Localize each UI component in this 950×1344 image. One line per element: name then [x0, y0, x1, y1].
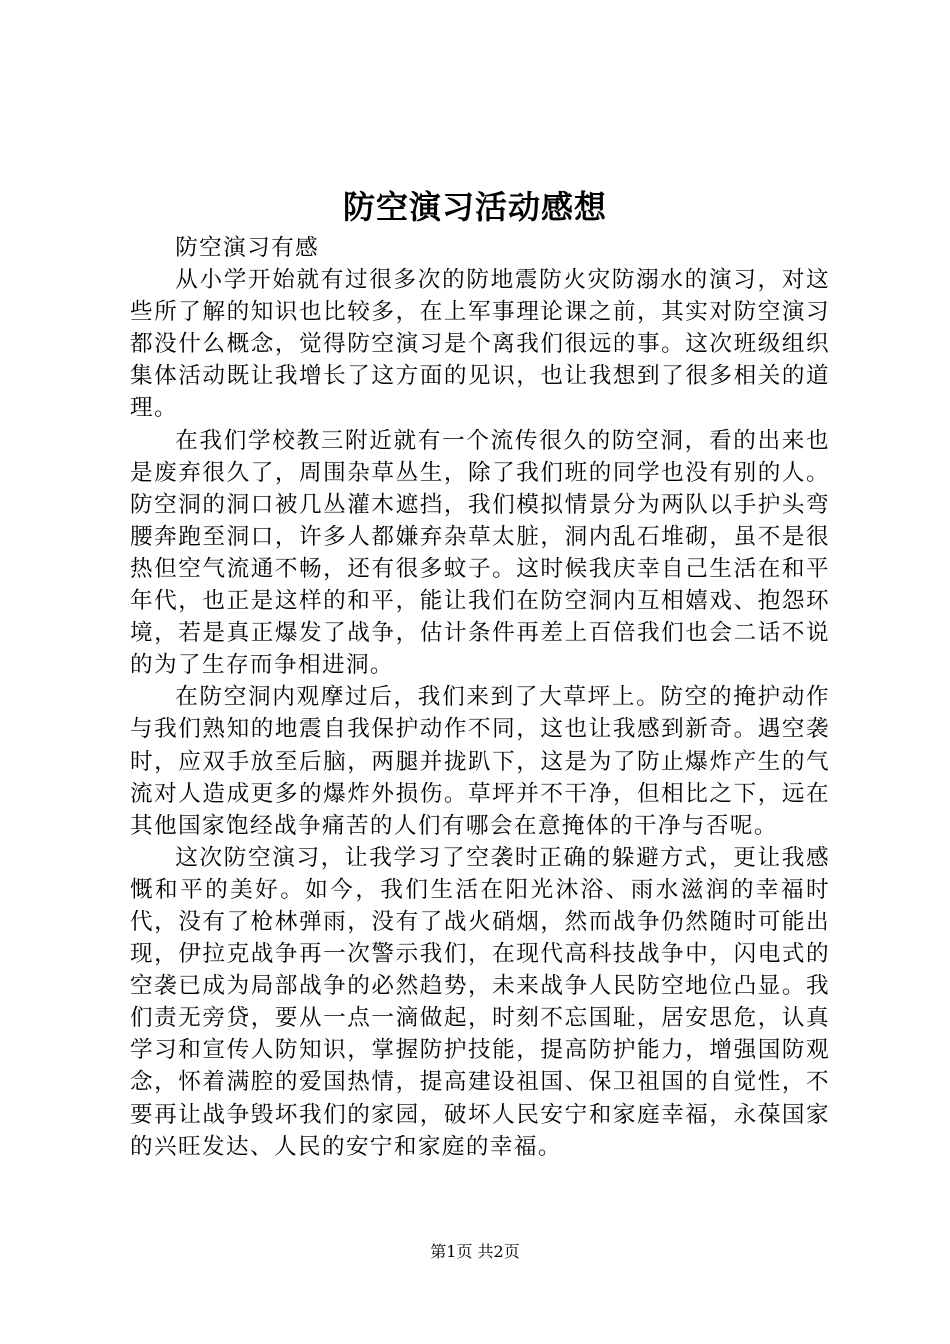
- paragraph-2: 在我们学校教三附近就有一个流传很久的防空洞，看的出来也是废弃很久了，周围杂草丛生，除了我们班的同学也没有别的人。防空洞的洞口被几丛灌木遮挡，我们模拟情景分为两队以手护头弯腰奔跑至洞口，许多人都嫌弃杂草太脏，洞内乱石堆砌，虽不是很热但空气流通不畅，还有很多蚊子。这时候我庆幸自己生活在和平年代，也正是这样的和平，能让我们在防空洞内互相嬉戏、抱怨环境，若是真正爆发了战争，估计条件再差上百倍我们也会二话不说的为了生存而争相进洞。: [130, 427, 830, 679]
- document-title: 防空演习活动感想: [342, 188, 607, 226]
- document-body: [130, 232, 830, 1163]
- paragraph-1: 从小学开始就有过很多次的防地震防火灾防溺水的演习，对这些所了解的知识也比较多，在上军事理论课之前，其实对防空演习都没什么概念，觉得防空演习是个离我们很远的事。这次班级组织集体活动既让我增长了这方面的见识，也让我想到了很多相关的道理。: [130, 267, 830, 422]
- paragraph-4: 这次防空演习，让我学习了空袭时正确的躲避方式，更让我感慨和平的美好。如今，我们生活在阳光沐浴、雨水滋润的幸福时代，没有了枪林弹雨，没有了战火硝烟，然而战争仍然随时可能出现，伊拉克战争再一次警示我们，在现代高科技战争中，闪电式的空袭已成为局部战争的必然趋势，未来战争人民防空地位凸显。我们责无旁贷，要从一点一滴做起，时刻不忘国耻，居安思危，认真学习和宣传人防知识，掌握防护技能，提高防护能力，增强国防观念，怀着满腔的爱国热情，提高建设祖国、保卫祖国的自觉性，不要再让战争毁坏我们的家园，破坏人民安宁和家庭幸福，永葆国家的兴旺发达、人民的安宁和家庭的幸福。: [130, 844, 830, 1160]
- paragraph-3: 在防空洞内观摩过后，我们来到了大草坪上。防空的掩护动作与我们熟知的地震自我保护动作不同，这也让我感到新奇。遇空袭时，应双手放至后脑，两腿并拢趴下，这是为了防止爆炸产生的气流对人造成更多的爆炸外损伤。草坪并不干净，但相比之下，远在其他国家饱经战争痛苦的人们有哪会在意掩体的干净与否呢。: [130, 684, 830, 839]
- document-subtitle: 防空演习有感: [175, 235, 320, 261]
- page-footer: 第1页 共2页: [430, 1242, 520, 1261]
